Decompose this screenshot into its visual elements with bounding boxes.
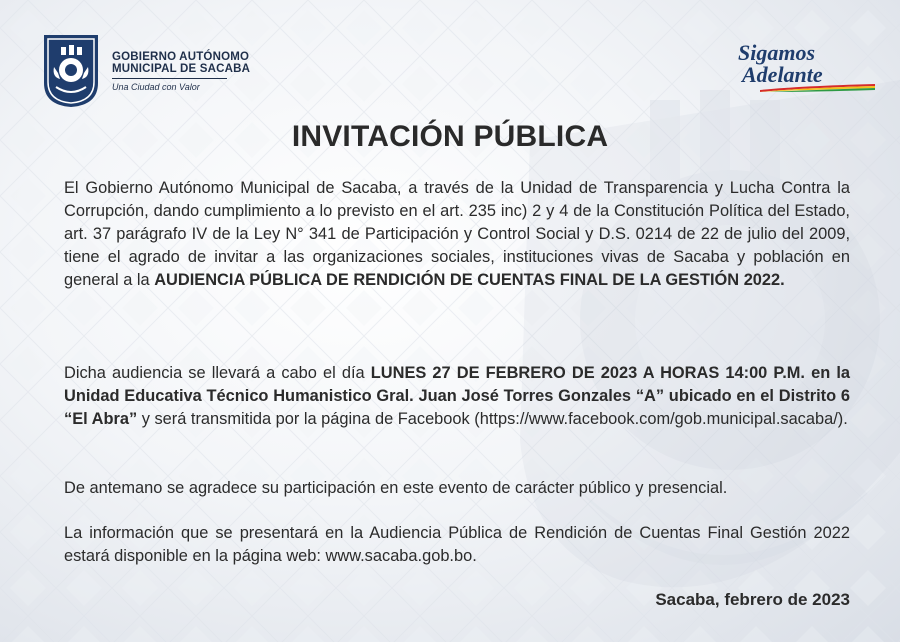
org-slogan: Una Ciudad con Valor [112,82,200,92]
flag-stripe-icon [760,84,875,92]
campaign-logo [730,40,875,95]
details-text-a: Dicha audiencia se llevará a cabo el día [64,364,371,382]
organization-name [112,51,250,92]
page-title: INVITACIÓN PÚBLICA [291,120,609,153]
event-date-location: LUNES 27 DE FEBRERO DE 2023 A HORAS 14:00 P.M. en la Unidad Educativa Técnico Humanistico Gral. Juan José Torres Gonzales “A” ubicado en el Distrito 6 “El Abra” [64,364,851,428]
intro-text: El Gobierno Autónomo Municipal de Sacaba, a través de la Unidad de Transparencia y Lucha Contra la Corrupción, dando cumplimiento a lo previsto en el art. 235 inc) 2 y 4 de la Constitución Política del Estado, art. 37 parágrafo IV de la Ley N° 341 de Participación y Control Social y D.S. 0214 de 22 de julio del 2009, tiene el agrado de invitar a las organizaciones sociales, instituciones vivas de Sacaba y población en general a la [64,179,850,289]
municipal-shield-logo [42,33,100,109]
paragraph-thanks: De antemano se agradece su participación en este evento de carácter público y presencial. [64,479,728,497]
event-name: AUDIENCIA PÚBLICA DE RENDICIÓN DE CUENTAS FINAL DE LA GESTIÓN 2022. [154,271,785,289]
details-text-b: y será transmitida por la página de Facebook (https://www.facebook.com/gob.municipal.sacaba/). [137,410,848,428]
paragraph-intro [64,177,850,292]
org-divider [112,78,227,79]
campaign-line1: Sigamos [738,40,816,65]
org-name-line2: MUNICIPAL DE SACABA [112,63,251,75]
paragraph-event-details [64,362,850,431]
campaign-line2: Adelante [742,62,823,87]
org-name-line1: GOBIERNO AUTÓNOMO [112,51,250,63]
paragraph-information: La información que se presentará en la Audiencia Pública de Rendición de Cuentas Final Gestión 2022 estará disponible en la página web: www.sacaba.gob.bo. [64,524,850,565]
signoff: Sacaba, febrero de 2023 [655,590,850,609]
